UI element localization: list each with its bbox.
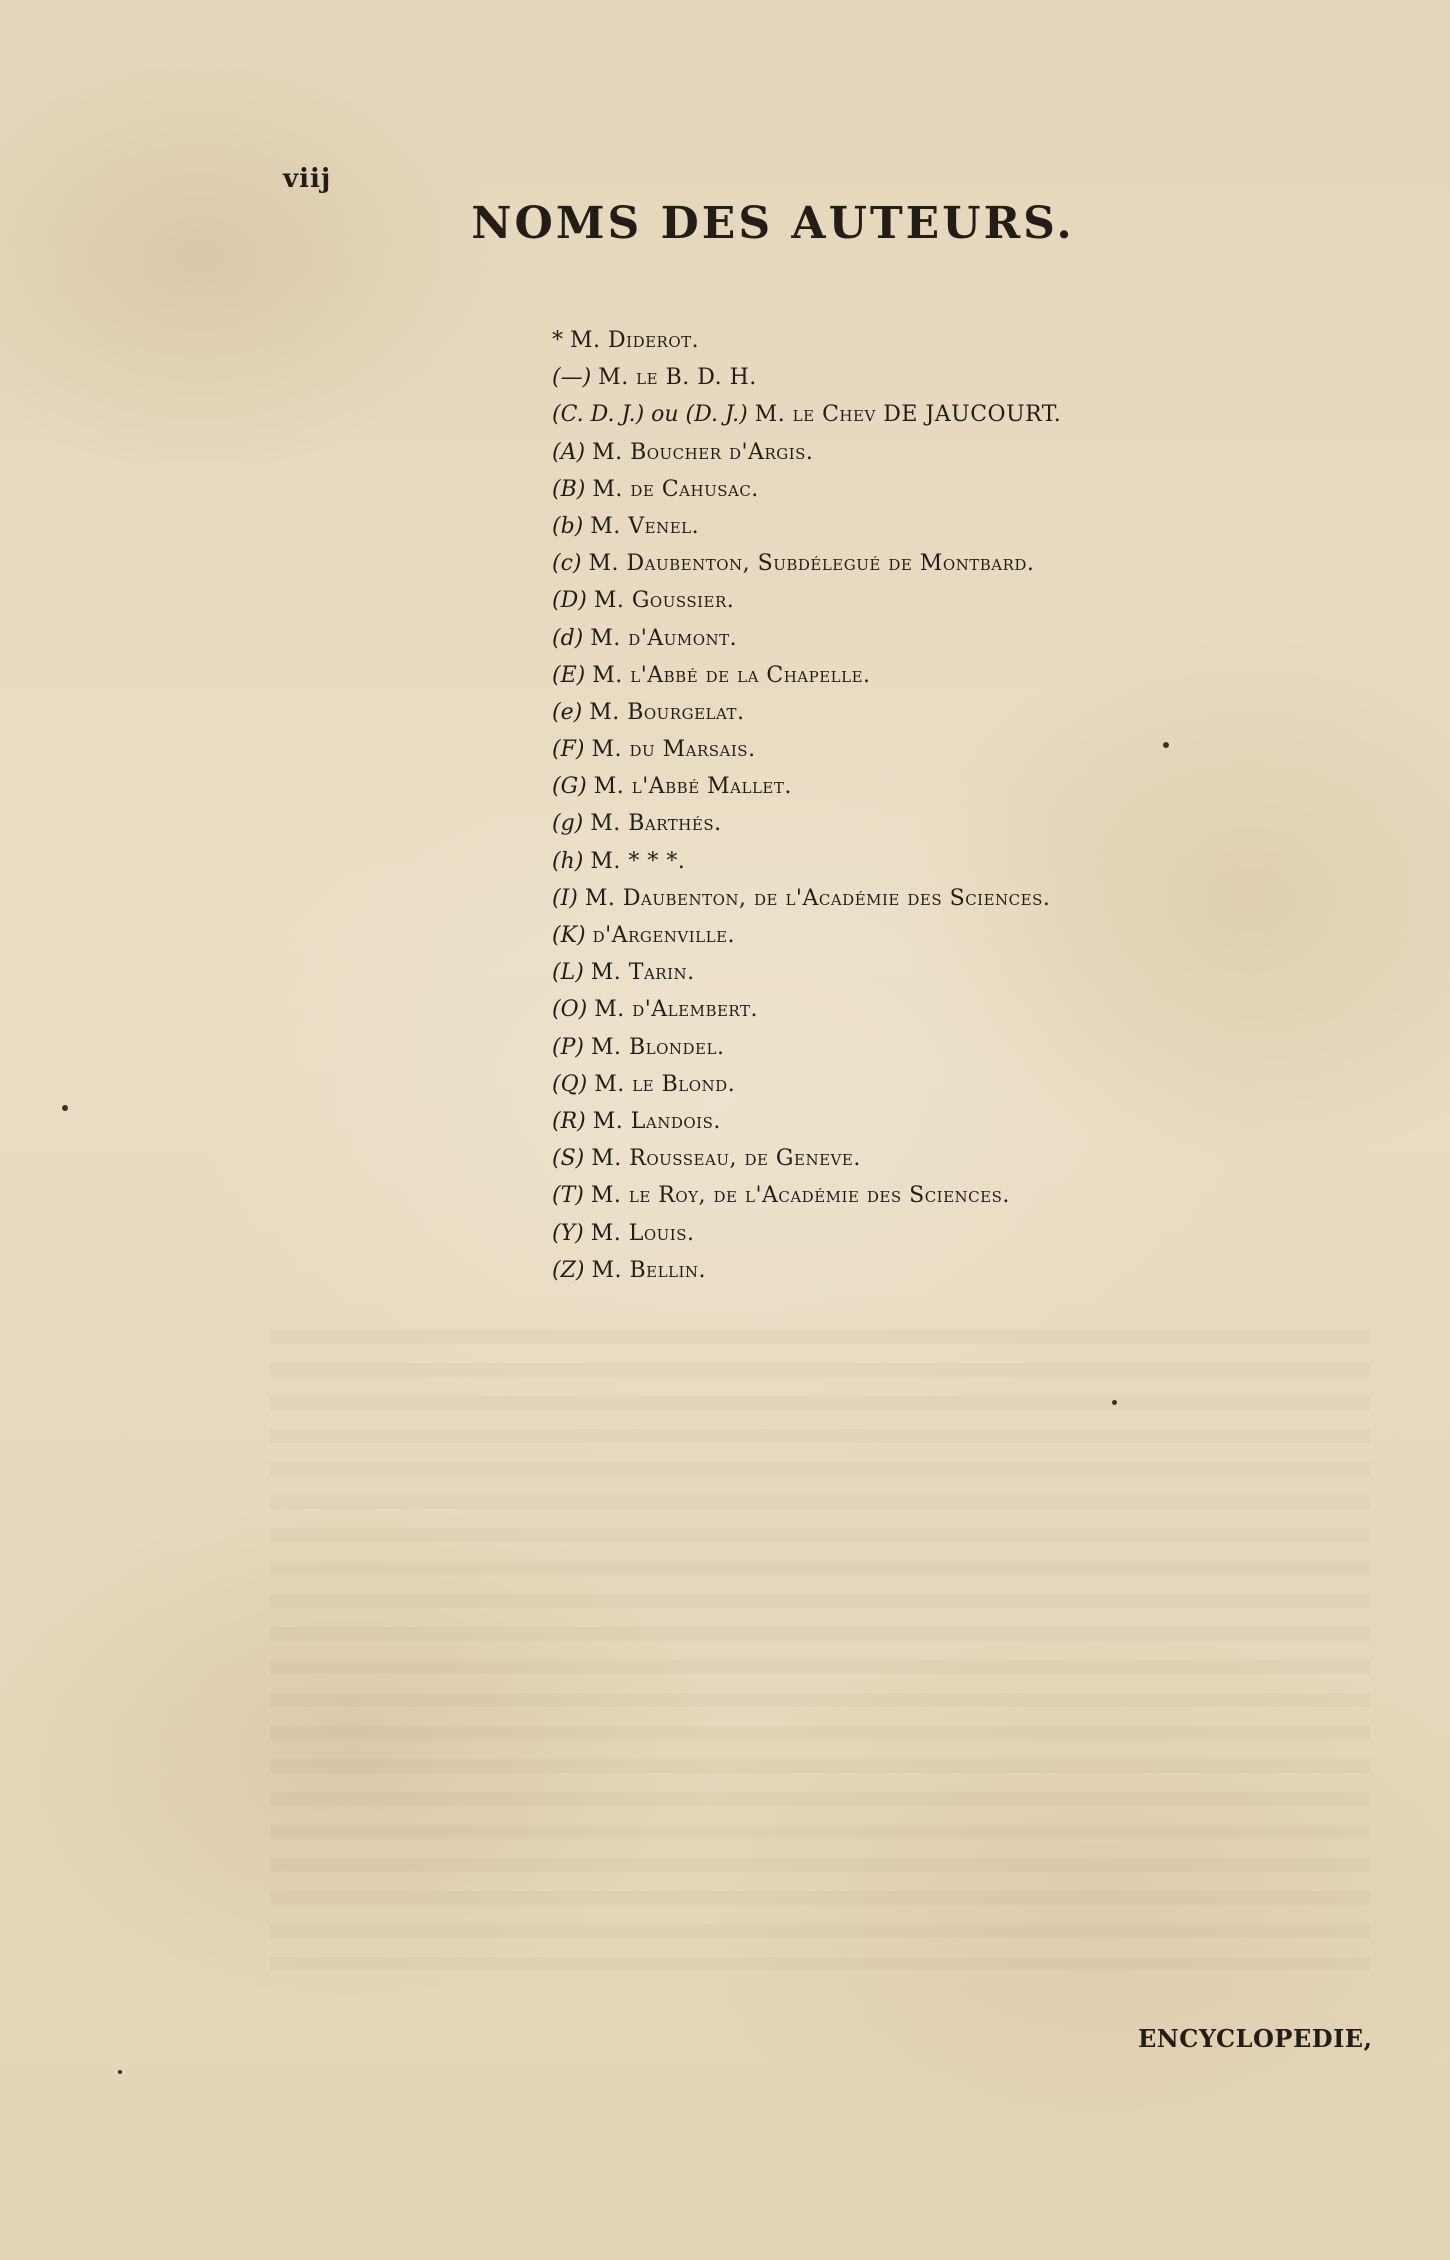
author-code: (—) (552, 365, 592, 391)
author-name: M. de Cahusac. (592, 476, 759, 502)
author-code: (Q) (552, 1071, 588, 1097)
author-name: M. Rousseau, de Geneve. (591, 1146, 861, 1172)
author-code: (h) (552, 848, 584, 874)
author-code: (D) (552, 588, 587, 614)
author-code: (e) (552, 699, 583, 725)
page-number: viij (283, 164, 332, 194)
author-code: (E) (552, 662, 586, 688)
author-entry (552, 694, 1312, 731)
author-code: (b) (552, 513, 584, 539)
author-name: M. Daubenton, Subdélegué de Montbard. (588, 551, 1035, 577)
author-entry (552, 396, 1312, 433)
author-entry (552, 434, 1312, 471)
author-entry (552, 991, 1312, 1028)
author-entry (552, 843, 1312, 880)
author-name: M. le Chev DE JAUCOURT. (754, 402, 1062, 428)
author-code: (T) (552, 1183, 584, 1209)
author-name: M. l'Abbé de la Chapelle. (592, 662, 871, 688)
author-name: M. Barthés. (590, 811, 722, 837)
author-entry (552, 768, 1312, 805)
author-code: (g) (552, 811, 584, 837)
author-entry (552, 880, 1312, 917)
author-entry (552, 582, 1312, 619)
author-code: (P) (552, 1034, 584, 1060)
author-code: (G) (552, 774, 587, 800)
author-entry (552, 731, 1312, 768)
author-entry (552, 620, 1312, 657)
author-code: (Z) (552, 1257, 585, 1283)
paper-speck (1163, 742, 1169, 748)
author-name: M. d'Alembert. (594, 997, 758, 1023)
author-code: (c) (552, 551, 582, 577)
author-name: M. d'Aumont. (590, 625, 738, 651)
author-code: (K) (552, 923, 586, 948)
author-entry (552, 508, 1312, 545)
author-entry (552, 657, 1312, 694)
paper-speck (62, 1105, 68, 1111)
author-code: * (552, 328, 563, 353)
author-code: (R) (552, 1108, 586, 1134)
author-name: M. Landois. (592, 1108, 721, 1134)
author-code: (S) (552, 1146, 585, 1172)
author-name: M. le Roy, de l'Académie des Sciences. (590, 1183, 1010, 1209)
author-entry (552, 471, 1312, 508)
paper-speck (1112, 1400, 1117, 1405)
author-code: (A) (552, 439, 586, 465)
author-name: M. Tarin. (590, 960, 695, 986)
author-name: d'Argenville. (592, 923, 736, 948)
author-entry (552, 1103, 1312, 1140)
author-entry (552, 1029, 1312, 1066)
author-code: (L) (552, 960, 584, 986)
author-name: M. Diderot. (570, 328, 700, 353)
author-code: (Y) (552, 1220, 584, 1246)
author-name: M. l'Abbé Mallet. (593, 774, 792, 800)
catchword: ENCYCLOPEDIE, (1138, 2024, 1373, 2053)
author-entry (552, 1066, 1312, 1103)
author-code: (F) (552, 737, 585, 763)
author-entry (552, 1177, 1312, 1214)
author-name: M. du Marsais. (591, 737, 756, 763)
author-entry (552, 1215, 1312, 1252)
author-name: M. le Blond. (594, 1071, 736, 1097)
author-name: M. Boucher d'Argis. (592, 439, 814, 465)
author-name: M. * * *. (590, 848, 686, 874)
paper-speck (118, 2070, 122, 2074)
author-code: (O) (552, 997, 588, 1023)
author-list (552, 322, 1312, 1289)
author-entry (552, 1252, 1312, 1289)
author-name: M. Blondel. (590, 1034, 725, 1060)
author-code: (C. D. J.) ou (D. J.) (552, 402, 748, 428)
author-code: (B) (552, 476, 586, 502)
author-name: M. Daubenton, de l'Académie des Sciences. (584, 885, 1051, 911)
author-name: M. le B. D. H. (598, 365, 757, 391)
show-through-text (270, 1330, 1370, 1970)
author-code: (d) (552, 625, 584, 651)
author-name: M. Goussier. (593, 588, 735, 614)
author-entry (552, 805, 1312, 842)
author-entry (552, 917, 1312, 954)
author-name: M. Louis. (590, 1220, 695, 1246)
author-entry (552, 359, 1312, 396)
author-code: (I) (552, 885, 578, 911)
author-entry (552, 322, 1312, 359)
author-entry (552, 545, 1312, 582)
page-title: NOMS DES AUTEURS. (471, 198, 1075, 249)
author-name: M. Venel. (590, 513, 700, 539)
author-name: M. Bellin. (591, 1257, 707, 1283)
author-name: M. Bourgelat. (589, 699, 745, 725)
author-entry (552, 1140, 1312, 1177)
author-entry (552, 954, 1312, 991)
